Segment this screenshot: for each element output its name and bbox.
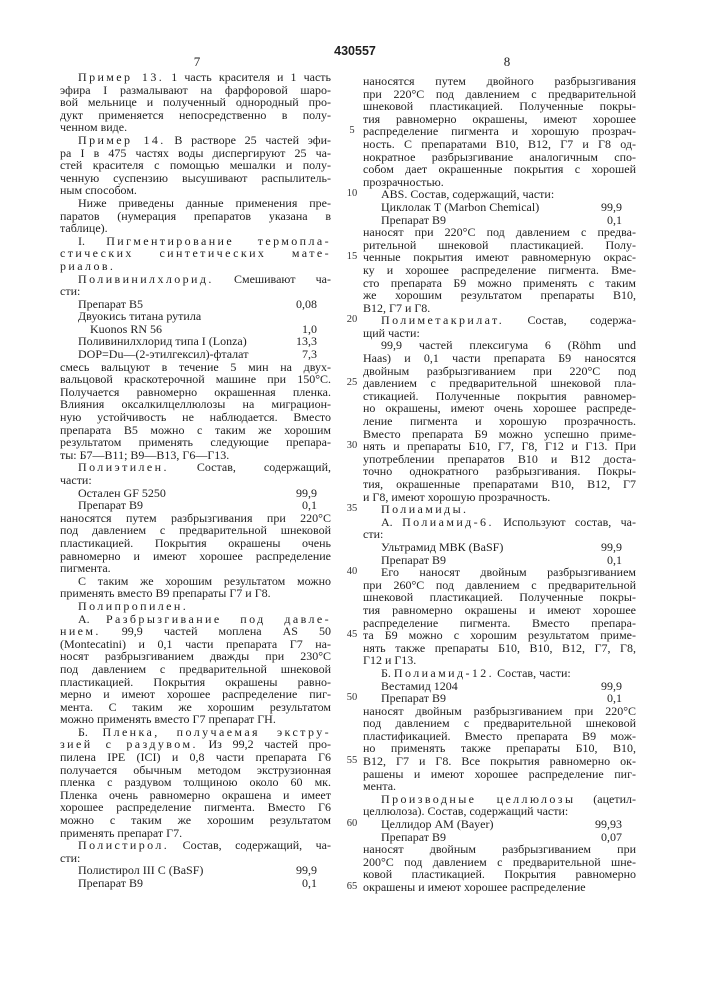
line-number: 30 (340, 440, 364, 451)
spaced-heading: Разбрызгивание под давле- (106, 612, 331, 626)
text-line: Ниже приведены данные применения пре- (60, 197, 331, 210)
component-amount: 99,9 (296, 487, 317, 500)
text-line: 200°С под давлением с предварительной шне- (363, 856, 636, 869)
text-line: стикацией. Полученные покрытия равномер- (363, 390, 636, 403)
component-amount: 0,1 (302, 877, 317, 890)
line-number: 35 (340, 503, 364, 514)
component-amount: 99,9 (601, 541, 622, 554)
text-line: В12, Г7 и Г8. (363, 302, 636, 315)
spaced-heading: нием. (60, 624, 101, 638)
heading-line (363, 516, 636, 529)
spaced-heading: Полистирол. (78, 838, 169, 852)
text-line: паратов (нумерация препаратов указана в (60, 210, 331, 223)
component-name: Препарат В9 (78, 499, 143, 512)
text-line: равномерно и имеют хорошее распределение (60, 550, 331, 563)
text-line: (Montecatini) и 0,1 части препарата Г7 на- (60, 638, 331, 651)
text-line: результатом применять следующие препара- (60, 436, 331, 449)
text-line: наносят двойным разбрызгиванием при 220°С (363, 705, 636, 718)
composition-row (60, 499, 331, 512)
component-name: Kuonos RN 56 (90, 323, 162, 336)
page-number-right: 8 (497, 54, 517, 70)
text-line: тия, окрашенные препаратами В10, В12, Г7 (363, 478, 636, 491)
text-line: сти: (60, 285, 331, 298)
composition-row (60, 310, 331, 323)
heading-line (60, 273, 331, 286)
heading-line (60, 71, 331, 84)
text-line: ную устойчивость не наблюдается. Вместо (60, 411, 331, 424)
text-line: мента. С таким же хорошим результатом (60, 701, 331, 714)
text-line: нять также препараты Б10, В10, В12, Г7, Г8, (363, 642, 636, 655)
text-line: целлюлоза). Состав, содержащий части: (363, 805, 636, 818)
text-line: точно однократного разбрызгивания. Покры- (363, 465, 636, 478)
spaced-heading: Полиметакрилат. (381, 313, 504, 327)
page-number-left: 7 (187, 54, 207, 70)
component-amount: 0,07 (601, 831, 622, 844)
component-name: Препарат В5 (78, 298, 143, 311)
text-line: распределение пигмента и хорошую прозрач- (363, 125, 636, 138)
component-amount: 0,08 (296, 298, 317, 311)
text-line: но применять также препараты Б10, В10, (363, 742, 636, 755)
component-name: Препарат В9 (381, 692, 446, 705)
heading-text: Смешивают ча- (214, 272, 331, 286)
line-number: 15 (340, 251, 364, 262)
line-number: 40 (340, 566, 364, 577)
component-name: Препарат В9 (78, 877, 143, 890)
text-line: вальцовой краскотерочной машине при 150°С. (60, 373, 331, 386)
component-amount: 7,3 (302, 348, 317, 361)
text-line: ку и хорошее распределение пигмента. Вме- (363, 264, 636, 277)
heading-prefix: А. (381, 515, 402, 529)
text-line: тия равномерно окрашены, имеют хорошее (363, 113, 636, 126)
heading-text: Состав, части: (494, 666, 571, 680)
spaced-heading: Полиамид-6. (402, 515, 494, 529)
component-amount: 99,9 (296, 864, 317, 877)
text-line: части: (60, 474, 331, 487)
left-column (60, 71, 331, 890)
heading-text: Используют состав, ча- (494, 515, 636, 529)
heading-text: Из 99,2 частей про- (198, 737, 331, 751)
spaced-heading: Поливинилхлорид. (78, 272, 214, 286)
right-column (363, 75, 636, 894)
composition-row (363, 541, 636, 554)
text-line: ление пигмента и хорошую прозрачность. (363, 415, 636, 428)
text-line: нять и препараты Б10, Г7, Г8, Г12 и Г13. При (363, 440, 636, 453)
text-line: наносят двойным разбрызгиванием при (363, 843, 636, 856)
component-amount: 99,93 (595, 818, 622, 831)
text-line: применять вместо В9 препараты Г7 и Г8. (60, 587, 331, 600)
composition-row (363, 201, 636, 214)
text-line: распределение пигмента. Вместо препара- (363, 617, 636, 630)
text-line: применять препарат Г7. (60, 827, 331, 840)
text-line: ченную суспензию высушивают распылитель- (60, 172, 331, 185)
heading-line (363, 667, 636, 680)
text-line: пластификацией. Вместо препарата В9 мож- (363, 730, 636, 743)
heading-text: 1 часть красителя и 1 часть (164, 70, 331, 84)
patent-number: 430557 (320, 44, 390, 58)
text-line: ABS. Состав, содержащий, части: (363, 188, 636, 201)
text-line: Пленка очень равномерно окрашена и имеет (60, 789, 331, 802)
text-line: С таким же хорошим результатом можно (60, 575, 331, 588)
text-line: Вместо препарата Б9 можно успешно приме- (363, 428, 636, 441)
component-name: Препарат В9 (381, 214, 446, 227)
text-line: пигмента. (60, 562, 331, 575)
text-line: эфира I размалывают на фарфоровой шаро- (60, 84, 331, 97)
text-line: мента. (363, 780, 636, 793)
text-line: ченном виде. (60, 121, 331, 134)
spaced-heading: Полиамид-12. (394, 666, 494, 680)
text-line: двойным разбрызгиванием при 220°С под (363, 365, 636, 378)
component-name: DOP=Du—(2-этилгексил)-фталат (78, 348, 248, 361)
text-line: дукт применяется непосредственно в полу- (60, 109, 331, 122)
text-line: пластикацией. Покрытия окрашены очень (60, 537, 331, 550)
text-line: при 220°С под давлением с предварительной (363, 88, 636, 101)
text-line: хорошее распределение пигмента. Вместо Г6 (60, 801, 331, 814)
component-amount: 1,0 (302, 323, 317, 336)
text-line: можно с таким же хорошим результатом (60, 814, 331, 827)
text-line: давлением с предварительной шнековой пла- (363, 377, 636, 390)
spaced-heading: риалов. (60, 259, 115, 273)
text-line: нократное разбрызгивание аналогичным спо- (363, 151, 636, 164)
text-line: можно применять вместо Г7 препарат ГН. (60, 713, 331, 726)
text-line: 99,9 частей плексигума 6 (Röhm und (363, 339, 636, 352)
heading-prefix: I. (78, 234, 106, 248)
spaced-heading: Производные целлюлозы (381, 792, 575, 806)
text-line: ченные покрытия имеют равномерную окрас- (363, 251, 636, 264)
text-line: рительной шнековой пластикацией. Полу- (363, 239, 636, 252)
text-line: ковой пластикацией. Покрытия равномерно (363, 868, 636, 881)
composition-row (60, 877, 331, 890)
text-line: собом дает окрашенные покрытия с хорошей (363, 163, 636, 176)
text-line: мерно и имеют хорошее распределение пиг- (60, 688, 331, 701)
line-number: 60 (340, 818, 364, 829)
text-line: шнековой пластикацией. Полученные покры- (363, 100, 636, 113)
component-amount: 13,3 (296, 335, 317, 348)
text-line: наносятся путем двойного разбрызгивания (363, 75, 636, 88)
spaced-heading: Пример 14. (78, 133, 166, 147)
component-amount: 0,1 (607, 554, 622, 567)
text-line: Haas) и 0,1 части препарата Б9 наносятся (363, 352, 636, 365)
text-line: пилена IPE (ICI) и 0,8 части препарата Г6 (60, 751, 331, 764)
heading-text: Состав, содержащий, ча- (169, 838, 331, 852)
text-line: под давлением с предварительной шнековой (363, 717, 636, 730)
line-number: 10 (340, 188, 364, 199)
text-line: но окрашены, имеют очень хорошее распреде- (363, 402, 636, 415)
heading-text: 99,9 частей моплена AS 50 (101, 624, 331, 638)
line-number: 50 (340, 692, 364, 703)
text-line: же хорошим результатом препараты В10, (363, 289, 636, 302)
heading-line (60, 839, 331, 852)
component-name: Осталeн GF 5250 (78, 487, 166, 500)
heading-text: (ацетил- (575, 792, 636, 806)
line-number: 20 (340, 314, 364, 325)
component-name: Препарат В9 (381, 831, 446, 844)
heading-text: Состав, содержащий, (169, 460, 331, 474)
component-amount: 0,1 (607, 692, 622, 705)
text-line: таблице). (60, 222, 331, 235)
text-line: Получается равномерно окрашенная пленка. (60, 386, 331, 399)
text-line: наносятся путем разбрызгивания при 220°С (60, 512, 331, 525)
text-line: тия равномерно окрашены и имеют хорошее (363, 604, 636, 617)
component-name: Целлидор АМ (Bayer) (381, 818, 493, 831)
component-amount: 99,9 (601, 680, 622, 693)
text-line: употреблении препаратов В10 и В12 доста- (363, 453, 636, 466)
spaced-heading: Полиэтилен. (78, 460, 169, 474)
text-line: сти: (363, 528, 636, 541)
text-line: Г12 и Г13. (363, 654, 636, 667)
heading-prefix: А. (78, 612, 106, 626)
text-line: вой мельнице и полученный однородный про- (60, 96, 331, 109)
heading-text: В растворе 25 частей эфи- (166, 133, 331, 147)
text-line: при 260°С под давлением с предварительной (363, 579, 636, 592)
text-line: под давлением с предварительной шнековой (60, 524, 331, 537)
spaced-heading: Пигментирование термопла- (106, 234, 331, 248)
spaced-heading: зией с раздувом. (60, 737, 198, 751)
text-line: ты: Б7—В11; В9—В13, Г6—Г13. (60, 449, 331, 462)
text-line: сто препарата Б9 можно применять с таким (363, 277, 636, 290)
line-number: 65 (340, 881, 364, 892)
text-line: щий части: (363, 327, 636, 340)
spaced-heading: Пленка, получаемая экстру- (103, 725, 332, 739)
component-name: Препарат В9 (381, 554, 446, 567)
text-line: рашены и имеют хорошее распределение пиг- (363, 768, 636, 781)
text-line: В12, Г7 и Г8. Все покрытия равномерно ок- (363, 755, 636, 768)
component-amount: 0,1 (302, 499, 317, 512)
text-line: и Г8, имеют хорошую прозрачность. (363, 491, 636, 504)
composition-row (363, 818, 636, 831)
text-line: смесь вальцуют в течение 5 мин на двух- (60, 361, 331, 374)
line-number: 5 (340, 125, 364, 136)
line-number: 55 (340, 755, 364, 766)
text-line: пленка с раздувом толщиною около 60 мк. (60, 776, 331, 789)
text-line: носят разбрызгиванием дважды при 230°С (60, 650, 331, 663)
heading-line (60, 134, 331, 147)
text-line: пластикацией. Покрытия окрашены равно- (60, 676, 331, 689)
component-amount: 99,9 (601, 201, 622, 214)
text-line: окрашены и имеют хорошее распределение (363, 881, 636, 894)
text-line: та Б9 можно с хорошим результатом приме- (363, 629, 636, 642)
component-name: Полистирол III С (BaSF) (78, 864, 203, 877)
text-line: ра I в 475 частях воды диспергируют 25 ча- (60, 147, 331, 160)
spaced-heading: Полиамиды. (381, 502, 468, 516)
text-line: получается обычным методом экструзионная (60, 764, 331, 777)
text-line: ность. С препаратами В10, В12, Г7 и Г8 од- (363, 138, 636, 151)
heading-prefix: Б. (381, 666, 394, 680)
line-number: 25 (340, 377, 364, 388)
spaced-heading: стических синтетических мате- (60, 246, 331, 260)
component-amount: 0,1 (607, 214, 622, 227)
spaced-heading: Полипропилен. (78, 599, 188, 613)
text-line: Влияния оксалкилцеллюлозы на миграцион- (60, 398, 331, 411)
heading-prefix: Б. (78, 725, 103, 739)
text-line: прозрачностью. (363, 176, 636, 189)
component-name: Циклолак Т (Marbon Chemical) (381, 201, 539, 214)
composition-row (60, 348, 331, 361)
composition-row (363, 692, 636, 705)
heading-line (60, 461, 331, 474)
component-name: Поливинилхлорид типа I (Lonza) (78, 335, 247, 348)
text-line: сти: (60, 852, 331, 865)
text-line: наносят при 220°С под давлением с предва- (363, 226, 636, 239)
spaced-heading: Пример 13. (78, 70, 164, 84)
text-line: Его наносят двойным разбрызгиванием (363, 566, 636, 579)
text-line: стей красителя с помощью мешалки и полу- (60, 159, 331, 172)
text-line: ным способом. (60, 184, 331, 197)
text-line: шнековой пластикацией. Полученные покры- (363, 591, 636, 604)
heading-line (60, 625, 331, 638)
text-line: препарата В5 можно с таким же хорошим (60, 424, 331, 437)
text-line: под давлением с предварительной шнековой (60, 663, 331, 676)
heading-line (363, 314, 636, 327)
heading-text: Состав, содержа- (504, 313, 636, 327)
line-number: 45 (340, 629, 364, 640)
component-name: Двуокись титана рутила (78, 310, 201, 323)
component-name: Вестамид 1204 (381, 680, 458, 693)
component-name: Ультрамид МВК (BaSF) (381, 541, 503, 554)
